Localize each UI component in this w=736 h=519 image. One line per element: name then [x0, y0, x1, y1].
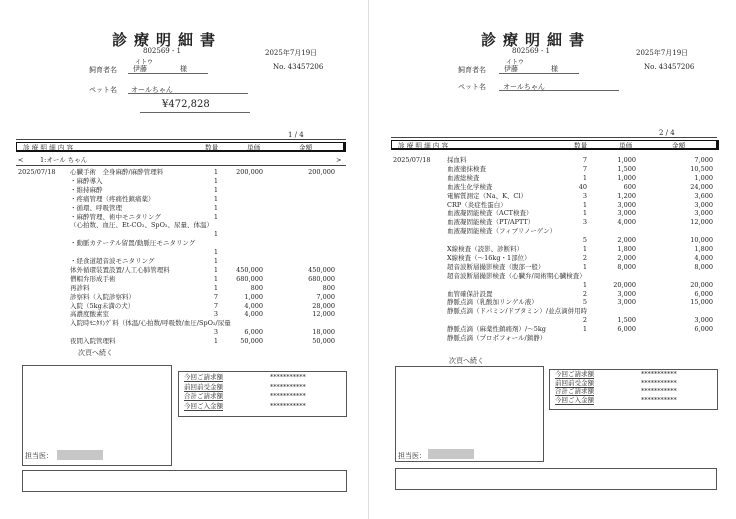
summary-row	[555, 370, 715, 378]
summary-value: ***********	[641, 370, 677, 378]
row-amount: 12,000	[312, 310, 335, 319]
row-quantity: 1	[582, 262, 587, 271]
row-description: 血液生化学検査	[447, 182, 493, 191]
row-quantity: 2	[582, 289, 587, 298]
row-description: ・疼痛管理（疼痛性鎮痛薬）	[70, 194, 155, 203]
staff-label: 担当医：	[398, 452, 426, 460]
row-quantity: 7	[213, 301, 218, 310]
summary-label: 前回前受金額	[184, 382, 223, 391]
row-quantity: 5	[582, 236, 587, 245]
row-unit-price: 1,800	[617, 245, 636, 253]
row-description: 静脈点滴（乳酸加リンゲル液）	[447, 298, 538, 307]
row-amount: 15,000	[690, 298, 713, 307]
document-title: 診療明細書	[481, 31, 592, 49]
summary-value: ***********	[270, 401, 306, 410]
row-description: 静脈点滴（プロポフォール/鎮静）	[447, 334, 547, 342]
header-rule	[391, 137, 717, 138]
row-quantity: 1	[213, 168, 218, 176]
row-description: 心臓手術 全身麻酔/麻酔管理料	[70, 168, 164, 176]
pet-name: オールちゃん	[131, 86, 173, 94]
owner-ruby: イトウ	[506, 59, 525, 66]
summary-value: ***********	[270, 392, 306, 400]
row-unit-price: 6,000	[244, 328, 263, 337]
row-quantity: 1	[213, 274, 218, 283]
row-amount: 10,000	[690, 236, 713, 245]
row-quantity: 1	[582, 325, 587, 334]
row-unit-price: 20,000	[613, 280, 636, 289]
row-unit-price: 3,000	[617, 289, 636, 298]
summary-value: ***********	[641, 395, 677, 404]
row-amount: 450,000	[308, 265, 335, 274]
row-amount: 3,000	[694, 209, 713, 218]
pager-pet: 1:オール ちゃん	[40, 156, 88, 164]
row-amount: 800	[322, 283, 335, 292]
summary-row	[555, 396, 715, 404]
document-code: 802569 - 1	[512, 47, 550, 55]
row-quantity: 1	[582, 245, 587, 253]
owner-ruby: イトウ	[135, 59, 154, 66]
row-amount: 3,000	[694, 200, 713, 209]
pet-underline	[128, 93, 248, 94]
invoice-page-2	[368, 0, 736, 519]
header-amount: 金額	[299, 144, 313, 152]
row-unit-price: 1,500	[617, 316, 636, 325]
row-unit-price: 3,000	[617, 298, 636, 307]
table-header	[16, 142, 346, 152]
row-unit-price: 600	[623, 182, 636, 191]
row-description: 僧帽弁形成手術	[70, 274, 116, 283]
row-description: 血液凝固能検査（ACT検査）	[447, 209, 533, 218]
row-unit-price: 1,500	[617, 164, 636, 173]
row-unit-price: 4,000	[617, 218, 636, 227]
row-quantity: 1	[213, 176, 218, 185]
summary-row	[184, 392, 344, 400]
row-quantity: 1	[213, 248, 218, 257]
summary-row	[184, 373, 344, 381]
header-price: 単価	[247, 144, 261, 152]
row-description: ・麻酔管理、術中モニタリング	[70, 212, 161, 221]
row-unit-price: 200,000	[236, 168, 263, 176]
row-quantity: 1	[213, 230, 218, 239]
row-quantity: 7	[582, 164, 587, 173]
summary-label: 今回ご入金額	[555, 395, 594, 404]
page-number: 2 / 4	[659, 129, 675, 137]
row-description: ・麻酔導入	[70, 176, 103, 185]
owner-underline	[499, 73, 579, 74]
row-description: ・動脈カテーテル留置/動脈圧モニタリング	[70, 239, 196, 248]
row-quantity: 7	[582, 156, 587, 164]
row-unit-price: 4,000	[244, 301, 263, 310]
row-quantity: 7	[213, 292, 218, 301]
row-quantity: 1	[582, 280, 587, 289]
owner-name: 伊藤	[133, 65, 147, 73]
row-quantity: 1	[213, 265, 218, 274]
summary-label: 今回ご請求額	[184, 373, 223, 381]
summary-value: ***********	[641, 387, 677, 396]
row-description: CRP（炎症性蛋白）	[447, 200, 507, 209]
row-description: X線検査（～16kg・1部位）	[447, 253, 531, 262]
row-quantity: 2	[582, 316, 587, 325]
row-unit-price: 1,000	[617, 173, 636, 182]
document-code: 802569 - 1	[143, 47, 181, 55]
row-quantity: 3	[582, 218, 587, 227]
pager-rule	[16, 165, 346, 166]
row-quantity: 3	[213, 328, 218, 337]
row-quantity: 3	[213, 310, 218, 319]
row-description: 血管確保計設置	[447, 289, 493, 298]
issue-date: 2025年7月19日	[265, 49, 318, 57]
row-quantity: 1	[213, 194, 218, 203]
continued-note: 次頁へ続く	[78, 349, 113, 357]
row-unit-price: 800	[250, 283, 263, 292]
owner-suffix: 様	[180, 65, 187, 73]
document-number: No. 43457206	[273, 63, 324, 71]
row-description: 超音波断層撮影検査（心臓弁/周術期心臓検査）	[447, 271, 586, 280]
row-amount: 12,000	[690, 218, 713, 227]
footer-box	[22, 470, 347, 492]
pet-label: ペット名	[89, 86, 117, 94]
redacted-staff	[428, 449, 474, 459]
row-amount: 4,000	[694, 253, 713, 262]
summary-row	[184, 383, 344, 391]
row-quantity: 1	[582, 209, 587, 218]
summary-row	[555, 387, 715, 395]
header-qty: 数量	[574, 142, 588, 150]
row-quantity: 1	[213, 283, 218, 292]
row-unit-price: 8,000	[617, 262, 636, 271]
summary-label: 合計ご請求額	[184, 392, 223, 400]
owner-label: 飼育者名	[89, 66, 117, 74]
row-quantity: 1	[213, 212, 218, 221]
row-quantity: 1	[582, 173, 587, 182]
row-unit-price: 3,000	[617, 209, 636, 218]
row-description: 血液凝固能検査（フィブリノーゲン）	[447, 227, 557, 236]
header-desc: 診 療 明 細 内 容	[23, 144, 74, 152]
summary-value: ***********	[641, 378, 677, 387]
row-quantity: 2	[582, 253, 587, 262]
summary-row	[555, 379, 715, 387]
header-qty: 数量	[205, 144, 219, 152]
row-quantity: 1	[213, 337, 218, 346]
row-description: 入院（5kg未満の犬）	[70, 301, 135, 310]
row-description: 入院時ﾓﾆﾀﾘﾝｸﾞ料（体温/心拍数/呼吸数/血圧/SpO₂/尿量	[70, 319, 231, 328]
summary-row	[184, 402, 344, 410]
row-description: 静脈点滴（ドパミン/ドブタミン）/並点滴併用時	[447, 307, 588, 316]
pet-label: ペット名	[458, 83, 486, 91]
row-unit-price: 4,000	[244, 310, 263, 319]
row-description: 診察料（入院診察料）	[70, 292, 135, 301]
owner-label: 飼育者名	[458, 66, 486, 74]
row-description: 血液総検査	[447, 173, 480, 182]
row-amount: 50,000	[312, 337, 335, 346]
row-amount: 24,000	[690, 182, 713, 191]
row-description: 血液凝固能検査（PT/APTT）	[447, 218, 535, 227]
row-unit-price: 2,000	[617, 236, 636, 245]
header-amount: 金額	[672, 142, 686, 150]
row-quantity: 40	[578, 182, 587, 191]
invoice-page-1	[0, 0, 366, 519]
row-amount: 680,000	[308, 274, 335, 283]
row-unit-price: 50,000	[240, 337, 263, 346]
pager-prev[interactable]: <	[18, 156, 24, 164]
redacted-staff	[57, 450, 103, 460]
summary-label: 前回前受金額	[555, 378, 594, 387]
row-quantity: 3	[582, 191, 587, 200]
summary-value: ***********	[270, 382, 306, 391]
row-amount: 3,600	[694, 191, 713, 200]
row-quantity: 5	[582, 298, 587, 307]
owner-underline	[128, 73, 208, 74]
row-description: ・経食道超音波モニタリング	[70, 257, 155, 265]
header-desc: 診 療 明 細 内 容	[398, 142, 449, 150]
row-unit-price: 1,200	[617, 191, 636, 200]
row-unit-price: 3,000	[617, 200, 636, 209]
staff-label: 担当医：	[25, 452, 53, 460]
document-title: 診療明細書	[112, 31, 223, 49]
summary-label: 合計ご請求額	[555, 387, 594, 396]
row-unit-price: 1,000	[244, 292, 263, 301]
row-date: 2025/07/18	[393, 156, 431, 164]
row-description: 体外循環装置設置/人工心肺管理料	[70, 265, 170, 274]
pet-name: オールちゃん	[503, 83, 545, 91]
document-number: No. 43457206	[644, 63, 695, 71]
issue-date: 2025年7月19日	[636, 49, 689, 57]
row-unit-price: 2,000	[617, 253, 636, 262]
row-description: 高濃度酸素室	[70, 310, 109, 319]
total-amount: ¥472,828	[162, 99, 210, 110]
footer-box	[395, 468, 717, 490]
row-description: 超音波断層撮影検査（腹部一般）	[447, 262, 545, 271]
row-unit-price: 6,000	[617, 325, 636, 334]
row-description: 静脈点滴（麻薬性鎮痛剤）/～5kg	[447, 325, 546, 334]
row-amount: 6,000	[694, 325, 713, 334]
row-unit-price: 680,000	[236, 274, 263, 283]
row-quantity: 1	[213, 185, 218, 194]
pager-next[interactable]: >	[336, 156, 342, 164]
summary-label: 今回ご請求額	[555, 370, 594, 378]
row-quantity: 1	[213, 203, 218, 212]
row-amount: 20,000	[690, 280, 713, 289]
row-amount: 1,000	[694, 173, 713, 182]
row-description: 血液塗抹検査	[447, 164, 486, 173]
row-amount: 18,000	[312, 328, 335, 337]
row-amount: 3,000	[694, 316, 713, 325]
header-rule	[16, 139, 346, 140]
row-description: ・循環、呼吸管理	[70, 203, 122, 212]
pet-underline	[499, 90, 619, 91]
page-number: 1 / 4	[288, 131, 304, 139]
row-amount: 200,000	[308, 168, 335, 176]
table-header	[391, 140, 719, 150]
continued-note: 次頁へ続く	[449, 357, 484, 365]
row-description: X線検査（読影、診断料）	[447, 245, 524, 253]
row-quantity: 1	[213, 257, 218, 265]
row-description: （心拍数、血圧、Et-CO₂、SpO₂、尿量、体温）	[70, 221, 214, 230]
owner-suffix: 様	[551, 65, 558, 73]
header-price: 単価	[619, 142, 633, 150]
summary-label: 今回ご入金額	[184, 401, 223, 410]
summary-value: ***********	[270, 373, 306, 381]
row-amount: 7,000	[694, 156, 713, 164]
total-underline	[140, 112, 250, 113]
row-description: ・維持麻酔	[70, 185, 103, 194]
row-description: 再診料	[70, 283, 90, 292]
row-amount: 6,000	[694, 289, 713, 298]
row-unit-price: 450,000	[236, 265, 263, 274]
row-amount: 7,000	[316, 292, 335, 301]
row-date: 2025/07/18	[18, 168, 56, 176]
row-unit-price: 1,000	[617, 156, 636, 164]
row-description: 電解質測定（Na、K、Cl）	[447, 191, 527, 200]
row-amount: 10,500	[690, 164, 713, 173]
row-amount: 28,000	[312, 301, 335, 310]
row-description: 夜間入院管理料	[70, 337, 116, 346]
row-description: 採血料	[447, 156, 467, 164]
owner-name: 伊藤	[504, 65, 518, 73]
row-amount: 8,000	[694, 262, 713, 271]
notes-box	[395, 366, 544, 462]
row-amount: 1,800	[694, 245, 713, 253]
row-quantity: 1	[582, 200, 587, 209]
